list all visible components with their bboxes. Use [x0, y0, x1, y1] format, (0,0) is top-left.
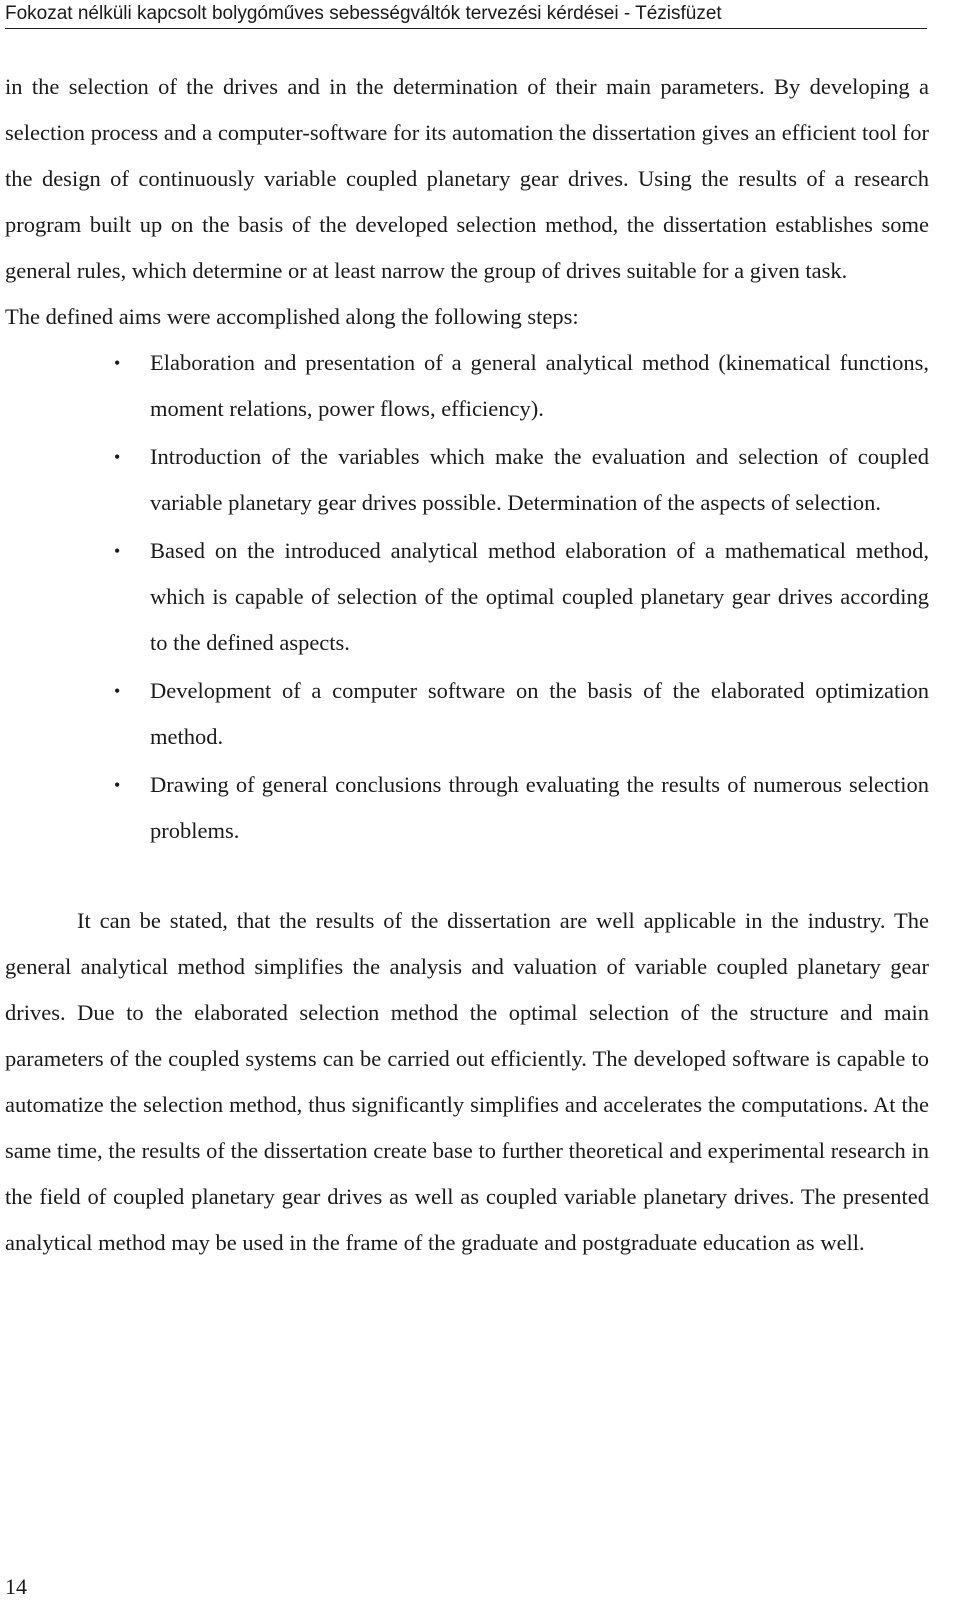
list-item [114, 762, 929, 854]
step-text: Elaboration and presentation of a general analytical method (kinematical functions, moment relations, power flows, efficiency). [150, 350, 929, 421]
steps-list [5, 340, 929, 854]
steps-intro: The defined aims were accomplished along the following steps: [5, 304, 579, 329]
step-text: Introduction of the variables which make the evaluation and selection of coupled variable planetary gear drives possible. Determination of the aspects of selection. [150, 444, 929, 515]
step-text: Based on the introduced analytical method elaboration of a mathematical method, which is capable of selection of the optimal coupled planetary gear drives according to the defined aspects. [150, 538, 929, 655]
list-item [114, 528, 929, 666]
step-text: Drawing of general conclusions through evaluating the results of numerous selection problems. [150, 772, 929, 843]
list-item [114, 668, 929, 760]
conclusion-paragraph: It can be stated, that the results of the dissertation are well applicable in the industry. The general analytical method simplifies the analysis and valuation of variable coupled planetary gear drives. Due to the elaborated selection method the optimal selection of the structure and main parameters of the coupled systems can be carried out efficiently. The developed software is capable to automatize the selection method, thus significantly simplifies and accelerates the computations. At the same time, the results of the dissertation create base to further theoretical and experimental research in the field of coupled planetary gear drives as well as coupled variable planetary drives. The presented analytical method may be used in the frame of the graduate and postgraduate education as well. [5, 908, 929, 1255]
list-item [114, 434, 929, 526]
list-item [114, 340, 929, 432]
page-body [5, 64, 929, 1266]
step-text: Development of a computer software on the basis of the elaborated optimization method. [150, 678, 929, 749]
running-header [5, 2, 927, 29]
bullet-icon: • [114, 447, 121, 467]
header-title: Fokozat nélküli kapcsolt bolygóműves sebességváltók tervezési kérdései - Tézisfüzet [5, 3, 722, 24]
bullet-icon: • [114, 353, 121, 373]
bullet-icon: • [114, 681, 121, 701]
page-number: 14 [5, 1574, 27, 1599]
intro-paragraph: in the selection of the drives and in the determination of their main parameters. By developing a selection process and a computer-software for its automation the dissertation gives an efficient tool for the design of continuously variable coupled planetary gear drives. Using the results of a research program built up on the basis of the developed selection method, the dissertation establishes some general rules, which determine or at least narrow the group of drives suitable for a given task. [5, 74, 929, 283]
bullet-icon: • [114, 541, 121, 561]
bullet-icon: • [114, 775, 121, 795]
